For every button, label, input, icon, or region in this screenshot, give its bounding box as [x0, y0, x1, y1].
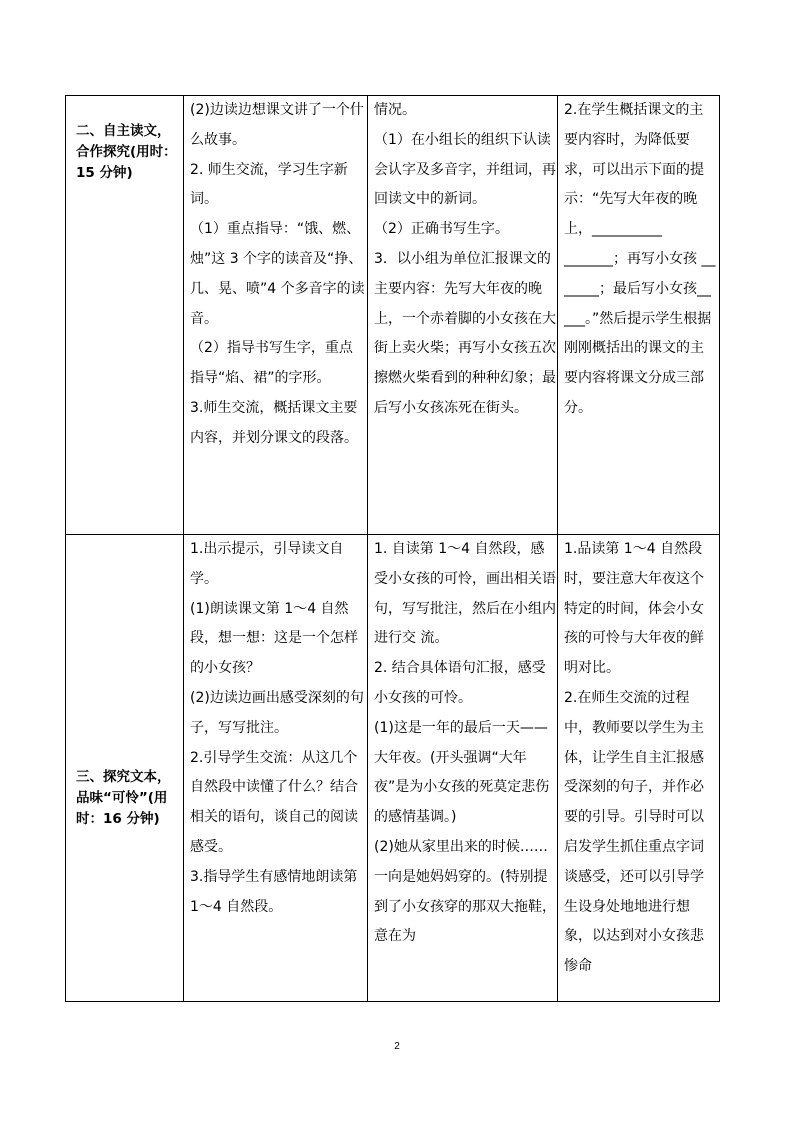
teaching-notes-cell: 2.在学生概括课文的主要内容时，为降低要求，可以出示下面的提示：“先写大年夜的晚上，__________ _______；再写小女孩 _______；最后写小女孩_____。”然后提示学生根据刚刚概括出的课文的主要内容将课文分成三部分。	[564, 102, 716, 416]
teacher-activity-cell: 1.出示提示，引导读文自学。 (1)朗读课文第 1～4 自然段，想一想：这是一个怎样的小女孩？ (2)边读边画出感受深刻的句子，写写批注。 2.引导学生交流：从这几个自然段中读懂了什么？结合相关的语句，谈自己的阅读感受。 3.指导学生有感情地朗读第 1～4 自然段。	[190, 541, 364, 915]
student-activity-cell: 1. 自读第 1～4 自然段，感受小女孩的可怜，画出相关语句，写写批注，然后在小组内进行交 流。 2. 结合具体语句汇报，感受小女孩的可怜。 (1)这是一年的最后一天——大年夜。(开头强调“大年夜”是为小女孩的死莫定悲伤的感情基调。) (2)她从家里出来的时候……一向是她妈妈穿的。(特别提到了小女孩穿的那双大拖鞋，意在为	[374, 541, 556, 945]
teacher-activity-cell: (2)边读边想课文讲了一个什么故事。 2. 师生交流，学习生字新词。 （1）重点指导：“饿、燃、烛”这 3 个字的读音及“挣、几、晃、喷”4 个多音字的读音。 （2）指导书写生字，重点指导“焰、裙”的字形。 3.师生交流，概括课文主要内容，并划分课文的段落。	[190, 102, 365, 446]
student-activity-cell: 情况。 （1）在小组长的组织下认读会认字及多音字，并组词，再回读文中的新词。 （2）正确书写生字。 3．以小组为单位汇报课文的主要内容：先写大年夜的晚上，一个赤着脚的小女孩在大街上卖火柴；再写小女孩五次擦燃火柴看到的种种幻象；最后写小女孩冻死在街头。	[374, 102, 556, 416]
lesson-plan-table	[65, 95, 720, 1002]
page-number: 2	[394, 1041, 400, 1052]
stage-label: 二、自主读文，合作探究(用时：15 分钟)	[76, 123, 177, 181]
stage-label: 三、探究文本，品味“可怜”(用时：16 分钟)	[76, 769, 171, 827]
column-divider	[367, 96, 368, 1001]
column-divider	[557, 96, 558, 1001]
column-divider	[183, 96, 184, 1001]
teaching-notes-cell: 1.品读第 1～4 自然段时，要注意大年夜这个特定的时间，体会小女孩的可怜与大年夜的鲜明对比。 2.在师生交流的过程中，教师要以学生为主体，让学生自主汇报感受深刻的句子，并作必要的引导。引导时可以启发学生抓住重点字词谈感受，还可以引导学生设身处地地进行想象，以达到对小女孩悲惨命	[564, 541, 704, 975]
